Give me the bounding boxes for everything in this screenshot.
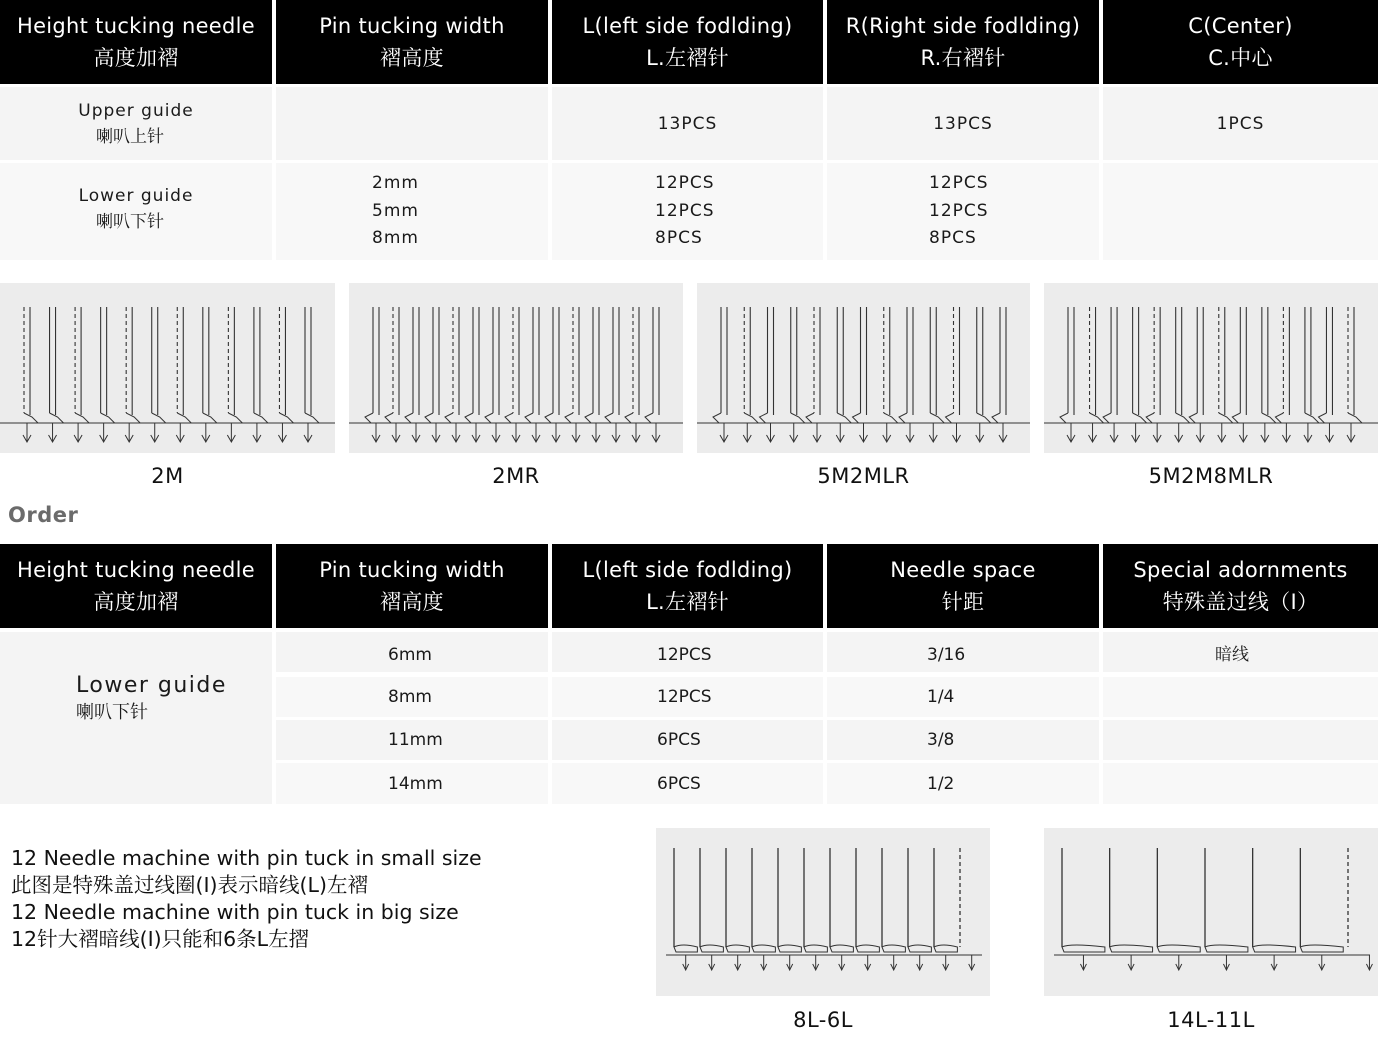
header-cn: L.左褶针 (646, 46, 729, 70)
header-en: Special adornments (1133, 558, 1348, 582)
tuck-diagram-14l-11l (1044, 828, 1378, 996)
order-table (0, 544, 1378, 804)
upper-center-cell (1103, 87, 1378, 160)
needle-drawing (1044, 828, 1378, 996)
needle-space-value: 3/8 (927, 730, 955, 750)
header-cn: 褶高度 (380, 590, 444, 614)
order-row-left (552, 763, 823, 804)
header-en: Pin tucking width (319, 14, 505, 38)
special-value: 暗线 (1215, 644, 1249, 665)
lower-center-cell (1103, 163, 1378, 260)
figure-label-5m2m8mlr: 5M2M8MLR (1148, 464, 1274, 488)
header-en: R(Right side fodlding) (845, 14, 1081, 38)
header-cn: R.右褶针 (920, 46, 1006, 70)
order-title: Order (8, 503, 79, 527)
header-cn: L.左褶针 (646, 590, 729, 614)
order-row-space (827, 632, 1099, 672)
left-count: 12PCS (657, 645, 712, 665)
note-line: 12 Needle machine with pin tuck in big size (11, 900, 459, 924)
header-left-folding (552, 0, 823, 84)
guide-label-en: Lower guide (78, 186, 194, 206)
tuck-diagram-8l-6l (656, 828, 990, 996)
order-row-left (552, 632, 823, 672)
header-en: L(left side fodlding) (582, 558, 793, 582)
guide-label-cn: 喇叭上针 (96, 126, 164, 147)
width-value: 2mm (372, 173, 419, 194)
order-row-left (552, 677, 823, 717)
needle-drawing (697, 283, 1030, 453)
upper-guide-cell (0, 87, 272, 160)
note-line: 12 Needle machine with pin tuck in small size (11, 846, 482, 870)
order-row-left (552, 720, 823, 760)
header-en: C(Center) (1188, 14, 1293, 38)
header-cn: 高度加褶 (93, 46, 179, 70)
left-count: 6PCS (657, 730, 701, 750)
right-count: 8PCS (929, 228, 977, 249)
order-row-width (276, 720, 548, 760)
order-guide-cell (0, 632, 272, 804)
order-row-special (1103, 720, 1378, 760)
tuck-diagram-5m2m8mlr (1044, 283, 1378, 453)
tuck-diagram-5m2mlr (697, 283, 1030, 453)
order-row-space (827, 720, 1099, 760)
figure-label-2m: 2M (151, 464, 184, 488)
header-center (1103, 0, 1378, 84)
left-count: 12PCS (655, 200, 715, 221)
tuck-diagram-2m (0, 283, 335, 453)
needle-drawing (656, 828, 990, 996)
width-value: 11mm (388, 730, 443, 750)
header-en: Needle space (890, 558, 1036, 582)
lower-right-cell (827, 163, 1099, 260)
guide-label-cn: 喇叭下针 (96, 212, 164, 232)
guide-label-cn: 喇叭下针 (76, 702, 148, 723)
order-row-special (1103, 632, 1378, 672)
guide-label-en: Upper guide (78, 100, 194, 121)
order-row-width (276, 763, 548, 804)
header-left-folding (552, 544, 823, 628)
header-cn: 特殊盖过线（I） (1162, 590, 1319, 614)
header-en: Height tucking needle (16, 14, 256, 38)
width-value: 8mm (372, 228, 419, 249)
needle-space-value: 1/2 (927, 773, 955, 794)
header-cn: 高度加褶 (93, 590, 179, 614)
lower-width-cell (276, 163, 548, 260)
header-height-tucking-needle (0, 544, 272, 628)
header-right-folding (827, 0, 1099, 84)
needle-drawing (1044, 283, 1378, 453)
guide-label-en: Lower guide (76, 673, 227, 698)
figure-label-5m2mlr: 5M2MLR (817, 464, 910, 488)
header-height-tucking-needle (0, 0, 272, 84)
left-count: 8PCS (655, 228, 703, 249)
lower-guide-cell (0, 163, 272, 260)
header-en: Pin tucking width (319, 558, 505, 582)
header-en: L(left side fodlding) (582, 14, 793, 38)
width-value: 6mm (388, 645, 432, 665)
note-line: 此图是特殊盖过线圈(I)表示暗线(L)左褶 (11, 873, 368, 897)
order-row-width (276, 677, 548, 717)
order-row-space (827, 677, 1099, 717)
right-count: 12PCS (929, 200, 989, 221)
figure-label-8l-6l: 8L-6L (793, 1008, 853, 1032)
note-line: 12针大褶暗线(I)只能和6条L左摺 (11, 927, 310, 951)
tuck-diagram-2mr (349, 283, 683, 453)
order-row-width (276, 632, 548, 672)
figure-label-14l-11l: 14L-11L (1167, 1008, 1255, 1032)
upper-left-cell (552, 87, 823, 160)
width-value: 5mm (372, 200, 419, 221)
needle-drawing (0, 283, 335, 453)
upper-width-cell (276, 87, 548, 160)
header-special-adornments (1103, 544, 1378, 628)
order-row-space (827, 763, 1099, 804)
right-count: 12PCS (929, 173, 989, 194)
figure-label-2mr: 2MR (492, 464, 540, 488)
upper-right-cell (827, 87, 1099, 160)
order-row-special (1103, 763, 1378, 804)
needle-space-value: 3/16 (927, 645, 966, 665)
lower-left-cell (552, 163, 823, 260)
left-count: 13PCS (657, 113, 718, 134)
width-value: 14mm (388, 773, 443, 794)
header-cn: C.中心 (1208, 46, 1273, 70)
header-pin-tucking-width (276, 544, 548, 628)
header-cn: 针距 (941, 590, 985, 614)
order-row-special (1103, 677, 1378, 717)
width-value: 8mm (388, 687, 432, 707)
header-needle-space (827, 544, 1099, 628)
header-en: Height tucking needle (16, 558, 256, 582)
notes-block (11, 845, 482, 953)
needle-spec-table (0, 0, 1378, 260)
needle-space-value: 1/4 (927, 687, 955, 707)
left-count: 6PCS (657, 773, 701, 794)
header-cn: 褶高度 (380, 46, 444, 70)
left-count: 12PCS (657, 687, 712, 707)
left-count: 12PCS (655, 173, 715, 194)
needle-drawing (349, 283, 683, 453)
right-count: 13PCS (933, 113, 993, 134)
center-count: 1PCS (1216, 113, 1265, 134)
header-pin-tucking-width (276, 0, 548, 84)
